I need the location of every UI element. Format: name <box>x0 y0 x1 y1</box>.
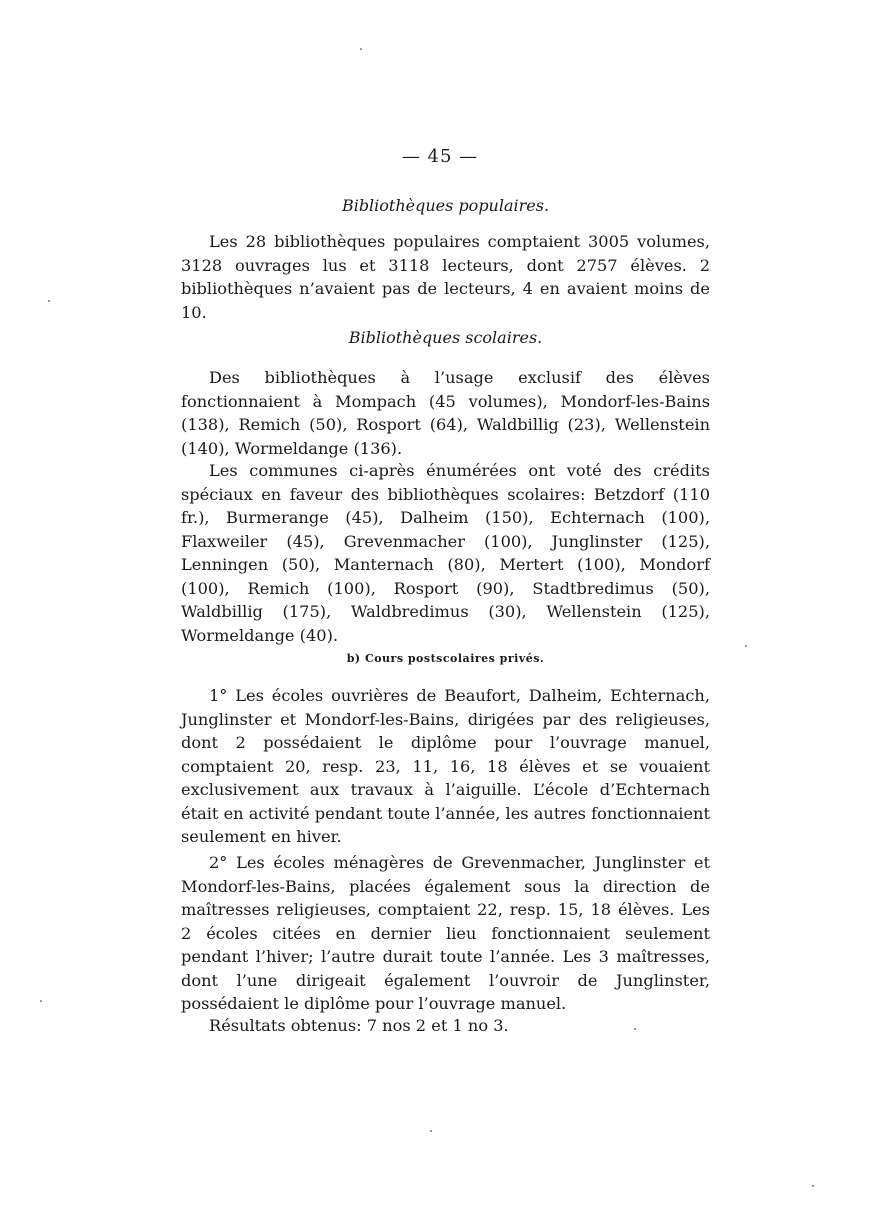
scan-speck <box>40 1000 42 1002</box>
scan-speck <box>812 1185 814 1187</box>
scan-speck <box>634 1028 636 1030</box>
section-heading-cours-postscolaires: b) Cours postscolaires privés. <box>346 652 545 665</box>
scan-speck <box>360 48 362 50</box>
section-heading-bibliotheques-populaires: Bibliothèques populaires. <box>341 196 550 215</box>
page-number: — 45 — <box>401 146 479 167</box>
paragraph-cours-postscolaires-1: 1° Les écoles ouvrières de Beaufort, Dalheim, Echternach, Junglinster et Mondorf-les-Bains, dirigées par des religieuses, dont 2 possédaient le diplôme pour l’ouvrage manuel, comptaient 20, resp. 23, 11, 16, 18 élèves et se vouaient exclusivement aux travaux à l’aiguille. L’école d’Echternach était en activité pendant toute l’année, les autres fonctionnaient seulement en hiver. <box>181 686 710 846</box>
section-heading-bibliotheques-scolaires: Bibliothèques scolaires. <box>348 328 543 347</box>
paragraph-bibliotheques-scolaires-1: Des bibliothèques à l’usage exclusif des élèves fonctionnaient à Mompach (45 volumes), Mondorf-les-Bains (138), Remich (50), Rosport (64), Waldbillig (23), Wellenstein (140), Wormeldange (136). <box>181 368 710 458</box>
scan-speck <box>745 645 747 647</box>
scan-speck <box>48 300 50 302</box>
paragraph-bibliotheques-scolaires-2: Les communes ci-après énumérées ont voté des crédits spéciaux en faveur des bibliothèques scolaires: Betzdorf (110 fr.), Burmerange (45), Dalheim (150), Echternach (100), Flaxweiler (45), Grevenmacher (100), Junglinster (125), Lenningen (50), Manternach (80), Mertert (100), Mondorf (100), Remich (100), Rosport (90), Stadtbredimus (50), Waldbillig (175), Waldbredimus (30), Wellenstein (125), Wormeldange (40). <box>181 461 710 645</box>
paragraph-cours-postscolaires-2: 2° Les écoles ménagères de Grevenmacher, Junglinster et Mondorf-les-Bains, placées également sous la direction de maîtresses religieuses, comptaient 22, resp. 15, 18 élèves. Les 2 écoles citées en dernier lieu fonctionnaient seulement pendant l’hiver; l’autre durait toute l’année. Les 3 maîtresses, dont l’une dirigeait également l’ouvroir de Junglinster, possédaient le diplôme pour l’ouvrage manuel. <box>181 853 710 1013</box>
paragraph-bibliotheques-populaires: Les 28 bibliothèques populaires comptaient 3005 volumes, 3128 ouvrages lus et 3118 lecteurs, dont 2757 élèves. 2 bibliothèques n’avaient pas de lecteurs, 4 en avaient moins de 10. <box>181 232 710 322</box>
paragraph-resultats: Résultats obtenus: 7 nos 2 et 1 no 3. <box>209 1016 509 1035</box>
scan-speck <box>430 1130 432 1132</box>
